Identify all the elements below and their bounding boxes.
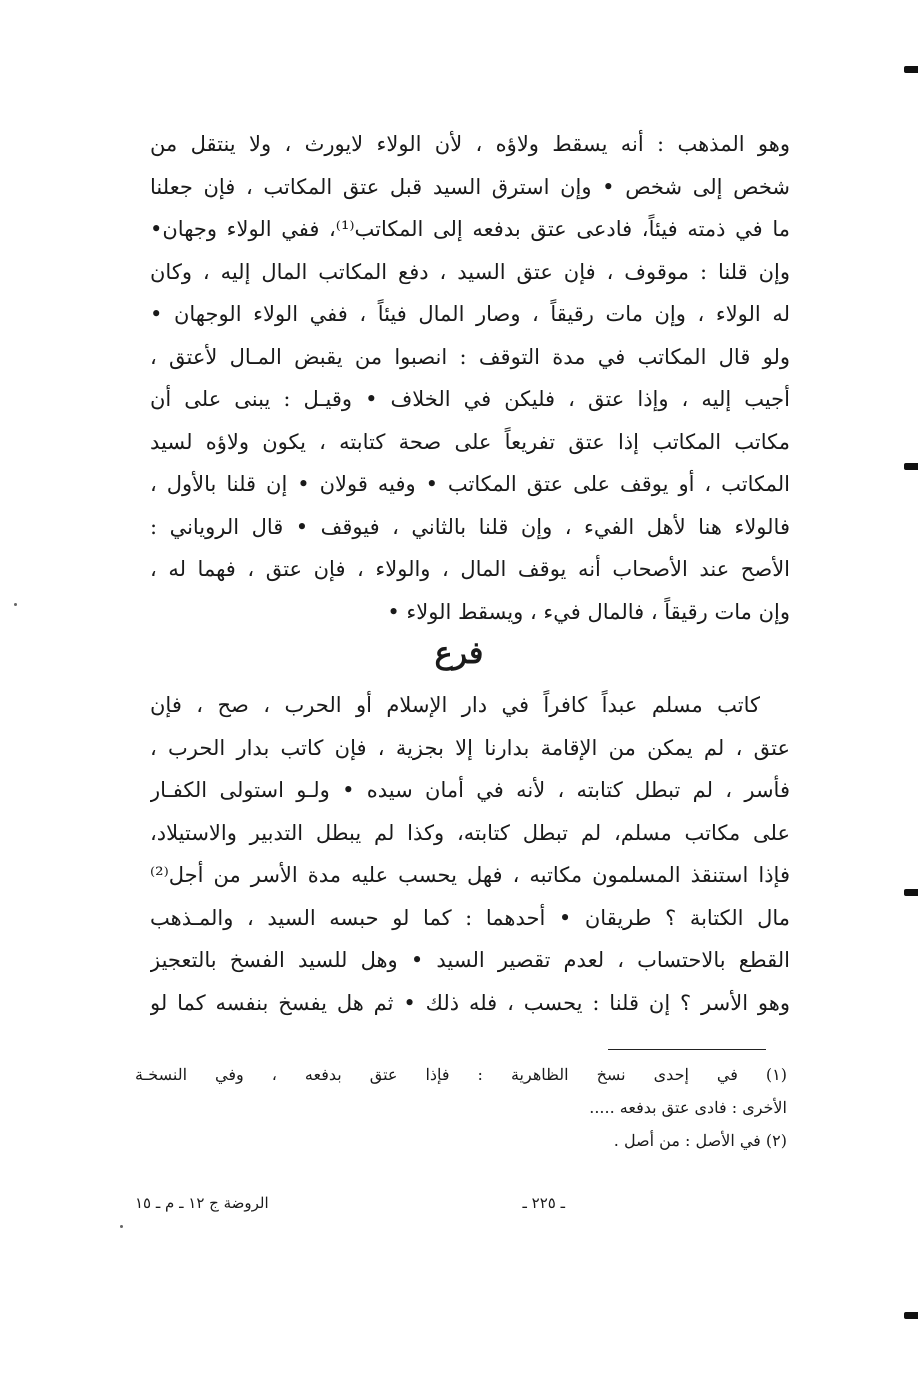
- text-line: عتق ، لم يمكن من الإقامة بدارنا إلا بجزية ، فإن كاتب بدار الحرب ،: [150, 735, 790, 760]
- text-line: مكاتب المكاتب إذا عتق تفريعاً على صحة كتابته ، يكون ولاؤه لسيد: [150, 429, 790, 454]
- text-line: وإن مات رقيقاً ، فالمال فيء ، ويسقط الولاء •: [387, 599, 790, 624]
- text-line: وهو المذهب : أنه يسقط ولاؤه ، لأن الولاء لايورث ، ولا ينتقل من: [150, 132, 790, 156]
- scan-speck: [120, 1225, 123, 1228]
- footnote-line: الأخرى : فادى عتق بدفعه .....: [589, 1098, 787, 1117]
- footnote-separator: [608, 1049, 766, 1050]
- text-line: فالولاء هنا لأهل الفيء ، وإن قلنا بالثاني ، فيوقف • قال الروياني :: [150, 514, 790, 539]
- text-line: ولو قال المكاتب في مدة التوقف : انصبوا من يقبض المـال لأعتق ،: [150, 344, 790, 369]
- text-line: له الولاء ، وإن مات رقيقاً ، وصار المال فيئاً ، ففي الولاء الوجهان •: [150, 302, 790, 326]
- paragraph-2: [150, 684, 790, 1024]
- page-footer: [135, 1183, 565, 1223]
- text-line: فإذا استنقذ المسلمون مكاتبه ، فهل يحسب عليه مدة الأسر من أجل⁽²⁾: [150, 863, 790, 887]
- text-line: ما في ذمته فيئاً، فادعى عتق بدفعه إلى المكاتب⁽¹⁾، ففي الولاء وجهان•: [150, 217, 790, 241]
- print-signature: الروضة ج ١٢ ـ م ـ ١٥: [135, 1194, 269, 1212]
- text-line: كاتب مسلم عبداً كافراً في دار الإسلام أو الحرب ، صح ، فإن: [150, 693, 760, 717]
- text-line: مال الكتابة ؟ طريقان • أحدهما : كما لو حبسه السيد ، والمـذهب: [150, 905, 790, 930]
- text-line: وإن قلنا : موقوف ، فإن عتق السيد ، دفع المكاتب المال إليه ، وكان: [150, 259, 790, 284]
- text-line: المكاتب ، أو يوقف على عتق المكاتب • وفيه قولان • إن قلنا بالأول ،: [150, 472, 790, 496]
- text-line: أجيب إليه ، وإذا عتق ، فليكن في الخلاف • وقيـل : يبنى على أن: [150, 387, 790, 411]
- page-number: ـ ٢٢٥ ـ: [522, 1194, 565, 1212]
- footnote-line: (٢) في الأصل : من أصل .: [613, 1131, 787, 1150]
- text-line: على مكاتب مسلم، لم تبطل كتابته، وكذا لم يبطل التدبير والاستيلاد،: [150, 820, 790, 845]
- text-line: الأصح عند الأصحاب أنه يوقف المال ، والولاء ، فإن عتق ، فهما له ،: [150, 557, 790, 581]
- text-line: فأسر ، لم تبطل كتابته ، لأنه في أمان سيده • ولـو استولى الكفـار: [150, 778, 790, 802]
- scan-edge-mark: [904, 463, 918, 470]
- text-line: القطع بالاحتساب ، لعدم تقصير السيد • وهل للسيد الفسخ بالتعجيز: [150, 948, 790, 972]
- footnotes: [135, 1058, 787, 1157]
- footnote-line: (١) في إحدى نسخ الظاهرية : فإذا عتق بدفعه ، وفي النسخـة: [135, 1065, 787, 1084]
- text-line: شخص إلى شخص • وإن استرق السيد قبل عتق المكاتب ، فإن جعلنا: [150, 174, 790, 199]
- scan-edge-mark: [904, 66, 918, 73]
- section-heading: فرع: [434, 636, 484, 671]
- text-line: وهو الأسر ؟ إن قلنا : يحسب ، فله ذلك • ثم هل يفسخ بنفسه كما لو: [150, 990, 790, 1015]
- paragraph-1: [150, 123, 790, 633]
- scan-edge-mark: [904, 889, 918, 896]
- scan-edge-mark: [904, 1312, 918, 1319]
- scan-speck: [14, 603, 17, 606]
